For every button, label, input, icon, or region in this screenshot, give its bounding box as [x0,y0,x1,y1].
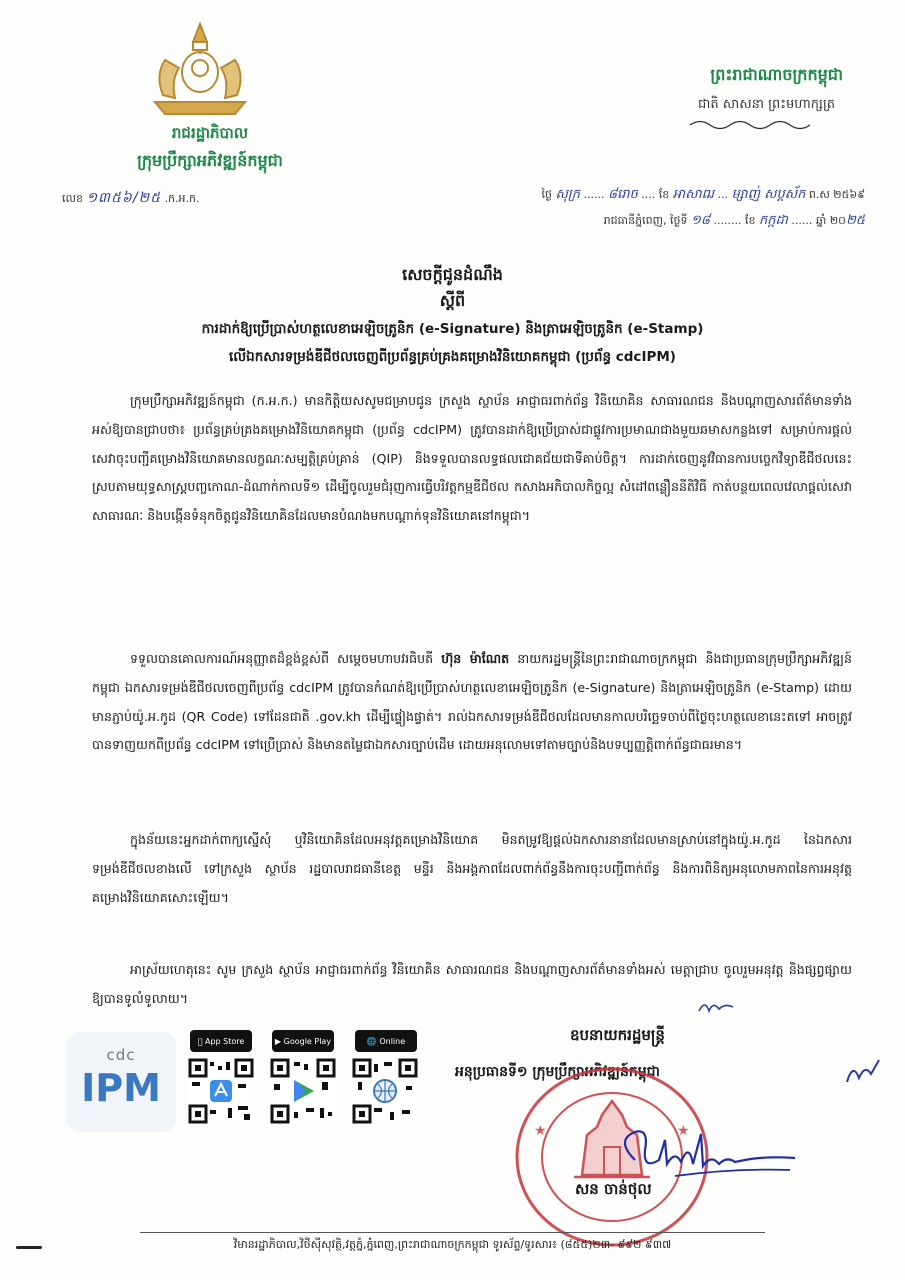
online-badge[interactable] [355,1030,417,1052]
ornament-divider-icon [690,118,810,132]
body-paragraph-4: អាស្រ័យហេតុនេះ សូម ក្រសួង ស្ថាប័ន អាជ្ញាធរពាក់ព័ន្ធ វិនិយោគិន សាធារណជន និងបណ្តាញសារព័ត៌មានទាំងអស់ មេត្តាជ្រាប ចូលរួមអនុវត្ត និងផ្សព្វផ្សាយឱ្យបានទូលំទូលាយ។ [92,962,852,1006]
app-store-label: App Store [202,1036,242,1046]
paragraph-2-rest: នាយករដ្ឋមន្ត្រីនៃព្រះរាជាណាចក្រកម្ពុជា និងជាប្រធានក្រុមប្រឹក្សាអភិវឌ្ឍន៍កម្ពុជា ឯកសារទម្រង់ឌីជីថលចេញពីប្រព័ន្ធ cdcIPM ត្រូវបានកំណត់ឱ្យប្រើប្រាស់ហត្ថលេខាអេឡិចត្រូនិក (e-Signature) និងត្រាអេឡិចត្រូនិក (e-Stamp) ដោយមានភ្ជាប់យ៉ូ.អ.កូដ (QR Code) ទៅដែនជាតិ .gov.kh ដើម្បីផ្ទៀងផ្ទាត់។ រាល់ឯកសារទម្រង់ឌីជីថលដែលមានកាលបរិច្ឆេទចាប់ពីថ្ងៃចុះហត្ថលេខានេះតទៅ អាចត្រូវបានទាញយកពីប្រព័ន្ធ cdcIPM ទៅប្រើប្រាស់ និងមានតម្លៃជាឯកសារច្បាប់ដើម ដោយអនុលោមទៅតាមច្បាប់និងបទប្បញ្ញត្តិពាក់ព័ន្ធជាធរមាន។ [92,651,852,753]
reference-number [62,188,200,209]
reference-label: លេខ [62,192,83,205]
footer-address: វិមានរដ្ឋាភិបាល,វិថីស៊ីសុវត្ថិ,វត្តភ្នំ,ភ្នំពេញ,ព្រះរាជាណាចក្រកម្ពុជា ទូរស័ព្ទ/ទូរសារ៖ (៨៥៥)២៣- ៩៩២ ៩៣៧ [233,1238,672,1251]
lunar-year: ម្សាញ់ សប្តស័ក [731,187,806,202]
logo-ipm-text: IPM [81,1066,161,1110]
notice-title: សេចក្តីជូនដំណឹង [402,265,503,284]
handwritten-initial-icon [843,1052,883,1092]
app-store-qr-code[interactable] [188,1058,254,1124]
cdcipm-logo [66,1032,176,1132]
lunar-date: ថ្ងៃ សុក្រ ...... ៨រោច .... ខែ អាសាឍ ... ម្សាញ់ សប្តស័ក ព.ស ២៥៦៩ [541,187,865,202]
government-name: រាជរដ្ឋាភិបាល [171,124,249,142]
royal-emblem-icon [135,20,265,120]
handwritten-initial-icon [697,995,735,1019]
solar-month-label: ខែ [745,214,756,227]
lunar-phase: ៨រោច [607,187,638,202]
reference-value: ១៣៥៦/២៥ [86,190,162,206]
body-paragraph-1: ក្រុមប្រឹក្សាអភិវឌ្ឍន៍កម្ពុជា (ក.អ.ក.) មានកិត្តិយសសូមជម្រាបជូន ក្រសួង ស្ថាប័ន អាជ្ញាធរពាក់ព័ន្ធ វិនិយោគិន សាធារណជន និងបណ្តាញសារព័ត៌មានទាំងអស់ឱ្យបានជ្រាបថា៖ ប្រព័ន្ធគ្រប់គ្រងគម្រោងវិនិយោគកម្ពុជា (ប្រព័ន្ធ cdcIPM) ត្រូវបានដាក់ឱ្យប្រើប្រាស់ជាផ្លូវការប្រមាណជាងមួយឆមាសកន្លងទៅ សម្រាប់ការផ្តល់សេវាចុះបញ្ជីគម្រោងវិនិយោគមានលក្ខណៈសម្បត្តិគ្រប់គ្រាន់ (QIP) និងទទួលបានលទ្ធផលជោគជ័យជាទីគាប់ចិត្ត។ ការដាក់ចេញនូវវិធានការបច្ចេកវិទ្យាឌីជីថលនេះ ស្របតាមយុទ្ធសាស្ត្របញ្ចកោណ-ដំណាក់កាលទី១ ដើម្បីចូលរួមជំរុញការធ្វើបរិវត្តកម្មឌីជីថល កសាងអភិបាលកិច្ចល្អ សំដៅពន្លឿននីតិវិធី កាត់បន្ថយពេលវេលាផ្តល់សេវាសាធារណៈ និងបង្កើនទំនុកចិត្តជូនវិនិយោគិនដែលមានបំណងមកបណ្តាក់ទុនវិនិយោគនៅកម្ពុជា។ [92,393,852,524]
national-motto: ជាតិ សាសនា ព្រះមហាក្សត្រ [698,97,835,112]
solar-year-label: ឆ្នាំ ២០ [815,214,846,227]
reference-suffix: .ក.អ.ក. [164,192,200,205]
solar-day: ១៨ [690,213,711,228]
kingdom-name: ព្រះរាជាណាចក្រកម្ពុជា [710,65,843,84]
apple-icon [200,1036,203,1046]
solar-year: ២៥ [845,213,865,228]
solar-date-place: រាជធានីភ្នំពេញ, ថ្ងៃទី [603,214,688,227]
online-label: Online [379,1036,406,1046]
notice-subject-line1: ការដាក់ឱ្យប្រើប្រាស់ហត្ថលេខាអេឡិចត្រូនិក (e-Signature) និងត្រាអេឡិចត្រូនិក (e-Stamp) [201,321,704,337]
svg-text:★: ★ [534,1123,547,1139]
lunar-day: សុក្រ [555,187,580,202]
notice-subject-line2: លើឯកសារទម្រង់ឌីជីថលចេញពីប្រព័ន្ធគ្រប់គ្រងគម្រោងវិនិយោគកម្ពុជា (ប្រព័ន្ធ cdcIPM) [229,349,676,365]
signatory-name: សន ចាន់ថុល [575,1180,652,1198]
notice-subject-label: ស្តីពី [439,291,466,310]
council-name: ក្រុមប្រឹក្សាអភិវឌ្ឍន៍កម្ពុជា [137,151,283,170]
lunar-date-label: ថ្ងៃ [541,188,552,201]
body-paragraph-2 [92,645,852,760]
lunar-month: អាសាឍ [672,187,715,202]
buddhist-era: ព.ស ២៥៦៩ [808,188,865,201]
paragraph-2-intro: ទទួលបានគោលការណ៍អនុញ្ញាតដ៏ខ្ពង់ខ្ពស់ពី សម្តេចមហាបវរធិបតី [130,651,442,666]
svg-text:★: ★ [677,1123,690,1139]
play-icon: ▶ [274,1036,284,1046]
solar-date: រាជធានីភ្នំពេញ, ថ្ងៃទី ១៨ ........ ខែ កក្កដា ...... ឆ្នាំ ២០២៥ [603,213,865,228]
logo-cdc-text: cdc [106,1046,136,1064]
google-play-qr-code[interactable] [270,1058,336,1124]
signatory-position: អនុប្រធានទី១ ក្រុមប្រឹក្សាអភិវឌ្ឍន៍កម្ពុជា [455,1064,660,1080]
body-paragraph-3: ក្នុងន័យនេះអ្នកដាក់ពាក្យស្នើសុំ ឬវិនិយោគិនដែលអនុវត្តគម្រោងវិនិយោគ មិនតម្រូវឱ្យផ្តល់ឯកសារនានាដែលមានស្រាប់នៅក្នុងយ៉ូ.អ.កូដ នៃឯកសារទម្រង់ឌីជីថលខាងលើ ទៅក្រសួង ស្ថាប័ន រដ្ឋបាលរាជធានីខេត្ត មន្ទីរ និងអង្គភាពដែលពាក់ព័ន្ធនឹងការចុះបញ្ជីពាក់ព័ន្ធ និងការពិនិត្យអនុលោមភាពនៃការអនុវត្តគម្រោងវិនិយោគសោះឡើយ។ [92,832,852,905]
lunar-month-label: ខែ [658,188,670,201]
footer-divider [140,1232,765,1233]
solar-month: កក្កដា [758,213,788,228]
signatory-title: ឧបនាយករដ្ឋមន្ត្រី [570,1026,665,1044]
google-play-badge[interactable] [272,1030,334,1052]
margin-mark [16,1246,42,1249]
google-play-label: Google Play [283,1036,332,1046]
globe-icon: 🌐 [366,1036,380,1046]
app-store-badge[interactable] [190,1030,252,1052]
prime-minister-name: ហ៊ុន ម៉ាណែត [441,651,510,666]
online-qr-code[interactable] [352,1058,418,1124]
